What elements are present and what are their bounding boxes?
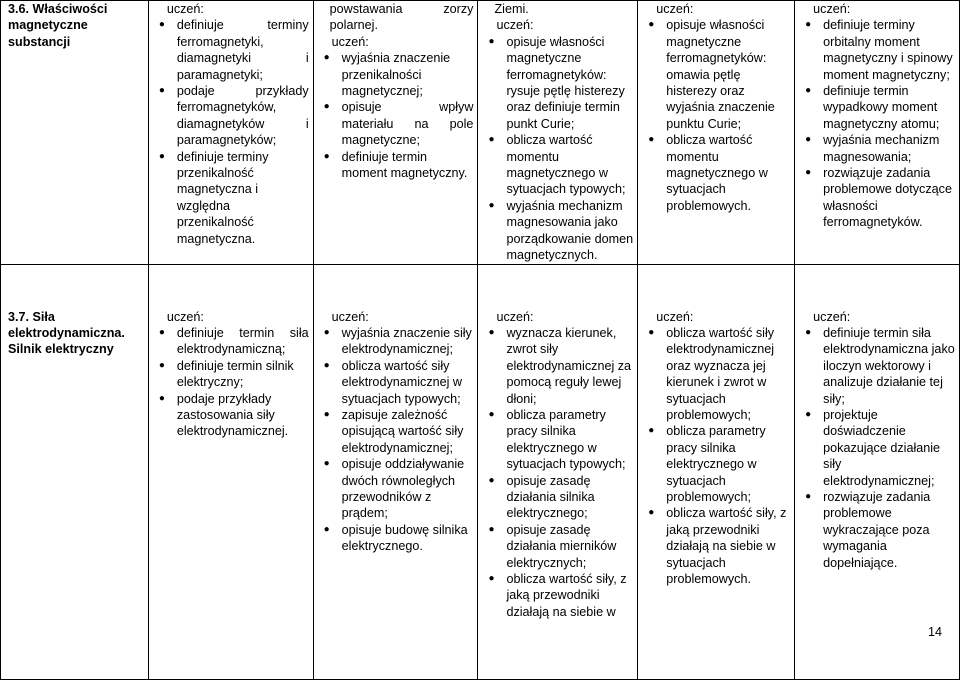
topic-cell <box>1 264 149 679</box>
list-item: ● definiuje terminy ferromagnetyki, diamagnetyki i paramagnetyki; <box>177 17 309 83</box>
continued-text: Ziemi. <box>494 2 529 16</box>
requirements-cell <box>313 1 478 265</box>
requirements-list <box>482 325 633 620</box>
topic-cell <box>1 1 149 265</box>
list-item: ● definiuje terminy przenikalność magnetyczna i względna przenikalność magnetyczna. <box>177 149 309 247</box>
pupil-label: uczeń: <box>813 309 851 324</box>
list-item: ● rozwiązuje zadania problemowe dotyczące własności ferromagnetyków. <box>823 165 955 231</box>
list-item: ● oblicza wartość momentu magnetycznego w sytuacjach problemowych. <box>666 132 790 214</box>
list-item: ● definiuje terminy orbitalny moment magnetyczny i spinowy moment magnetyczny; <box>823 17 955 83</box>
list-item: ● definiuje termin moment magnetyczny. <box>342 149 474 182</box>
requirements-cell <box>148 264 313 679</box>
list-item: ● opisuje oddziaływanie dwóch równoległych przewodników z prądem; <box>342 456 474 522</box>
pupil-label: uczeń: <box>656 2 694 16</box>
requirements-list <box>799 17 955 230</box>
list-item: ● oblicza parametry pracy silnika elektrycznego w sytuacjach typowych; <box>506 407 633 473</box>
list-item: ● rozwiązuje zadania problemowe wykraczające poza wymagania dopełniające. <box>823 489 955 571</box>
pupil-label: uczeń: <box>496 18 534 33</box>
list-item: ● projektuje doświadczenie pokazujące działanie siły elektrodynamicznej; <box>823 407 955 489</box>
requirements-cell <box>313 264 478 679</box>
pupil-label: uczeń: <box>656 309 694 324</box>
pupil-label: uczeń: <box>331 309 369 324</box>
list-item: ● opisuje zasadę działania silnika elektrycznego; <box>506 473 633 522</box>
list-item: ● oblicza wartość siły elektrodynamicznej w sytuacjach typowych; <box>342 358 474 407</box>
list-item: ● oblicza wartość siły, z jaką przewodniki działają na siebie w <box>506 571 633 620</box>
requirements-cell <box>478 1 638 265</box>
list-item: ● definiuje termin silnik elektryczny; <box>177 358 309 391</box>
pupil-label: uczeń: <box>166 309 204 324</box>
requirements-list <box>799 325 955 571</box>
list-item: ● wyjaśnia znaczenie siły elektrodynamicznej; <box>342 325 474 358</box>
requirements-list <box>153 17 309 247</box>
list-item: ● opisuje własności magnetyczne ferromagnetyków: omawia pętlę histerezy oraz wyjaśnia znaczenie punktu Curie; <box>666 17 790 132</box>
list-item: ● podaje przykłady ferromagnetyków, diamagnetyków i paramagnetyków; <box>177 83 309 149</box>
requirements-cell <box>795 1 960 265</box>
page-number: 14 <box>927 625 942 639</box>
list-item: ● definiuje termin wypadkowy moment magnetyczny atomu; <box>823 83 955 132</box>
list-item: ● zapisuje zależność opisującą wartość siły elektrodynamicznej; <box>342 407 474 456</box>
topic-title: 3.6. Właściwości magnetyczne substancji <box>8 2 108 49</box>
list-item: ● wyjaśnia znaczenie przenikalności magnetycznej; <box>342 50 474 99</box>
pupil-label: uczeń: <box>166 2 204 16</box>
pupil-label: uczeń: <box>496 309 534 324</box>
list-item: ● oblicza wartość siły, z jaką przewodniki działają na siebie w sytuacjach problemowych. <box>666 505 790 587</box>
requirements-cell <box>795 264 960 679</box>
table-row <box>1 1 960 265</box>
requirements-cell <box>638 264 795 679</box>
list-item: ● definiuje termin siła elektrodynamiczna jako iloczyn wektorowy i analizuje działanie tej siły; <box>823 325 955 407</box>
continued-text: powstawania zorzy polarnej. <box>329 2 474 33</box>
requirements-list <box>642 325 790 588</box>
list-item: ● wyznacza kierunek, zwrot siły elektrodynamicznej za pomocą reguły lewej dłoni; <box>506 325 633 407</box>
list-item: ● oblicza wartość momentu magnetycznego w sytuacjach typowych; <box>506 132 633 198</box>
requirements-list <box>153 325 309 440</box>
list-item: ● opisuje własności magnetyczne ferromagnetyków: rysuje pętlę histerezy oraz definiuje termin punkt Curie; <box>506 34 633 132</box>
list-item: ● opisuje zasadę działania mierników elektrycznych; <box>506 522 633 571</box>
requirements-cell <box>478 264 638 679</box>
list-item: ● oblicza parametry pracy silnika elektrycznego w sytuacjach problemowych; <box>666 423 790 505</box>
requirements-cell <box>638 1 795 265</box>
requirements-cell <box>148 1 313 265</box>
list-item: ● podaje przykłady zastosowania siły elektrodynamicznej. <box>177 391 309 440</box>
requirements-list <box>318 50 474 181</box>
list-item: ● opisuje budowę silnika elektrycznego. <box>342 522 474 555</box>
list-item: ● opisuje wpływ materiału na pole magnetyczne; <box>342 99 474 148</box>
requirements-list <box>642 17 790 214</box>
list-item: ● definiuje termin siła elektrodynamiczną; <box>177 325 309 358</box>
topic-title: 3.7. Siła elektrodynamiczna. Silnik elektryczny <box>8 309 125 357</box>
requirements-list <box>318 325 474 555</box>
list-item: ● wyjaśnia mechanizm magnesowania jako porządkowanie domen magnetycznych. <box>506 198 633 264</box>
pupil-label: uczeń: <box>813 2 851 16</box>
pupil-label: uczeń: <box>331 34 369 49</box>
requirements-list <box>482 34 633 264</box>
list-item: ● oblicza wartość siły elektrodynamicznej oraz wyznacza jej kierunek i zwrot w sytuacjach problemowych; <box>666 325 790 423</box>
table-row <box>1 264 960 679</box>
list-item: ● wyjaśnia mechanizm magnesowania; <box>823 132 955 165</box>
